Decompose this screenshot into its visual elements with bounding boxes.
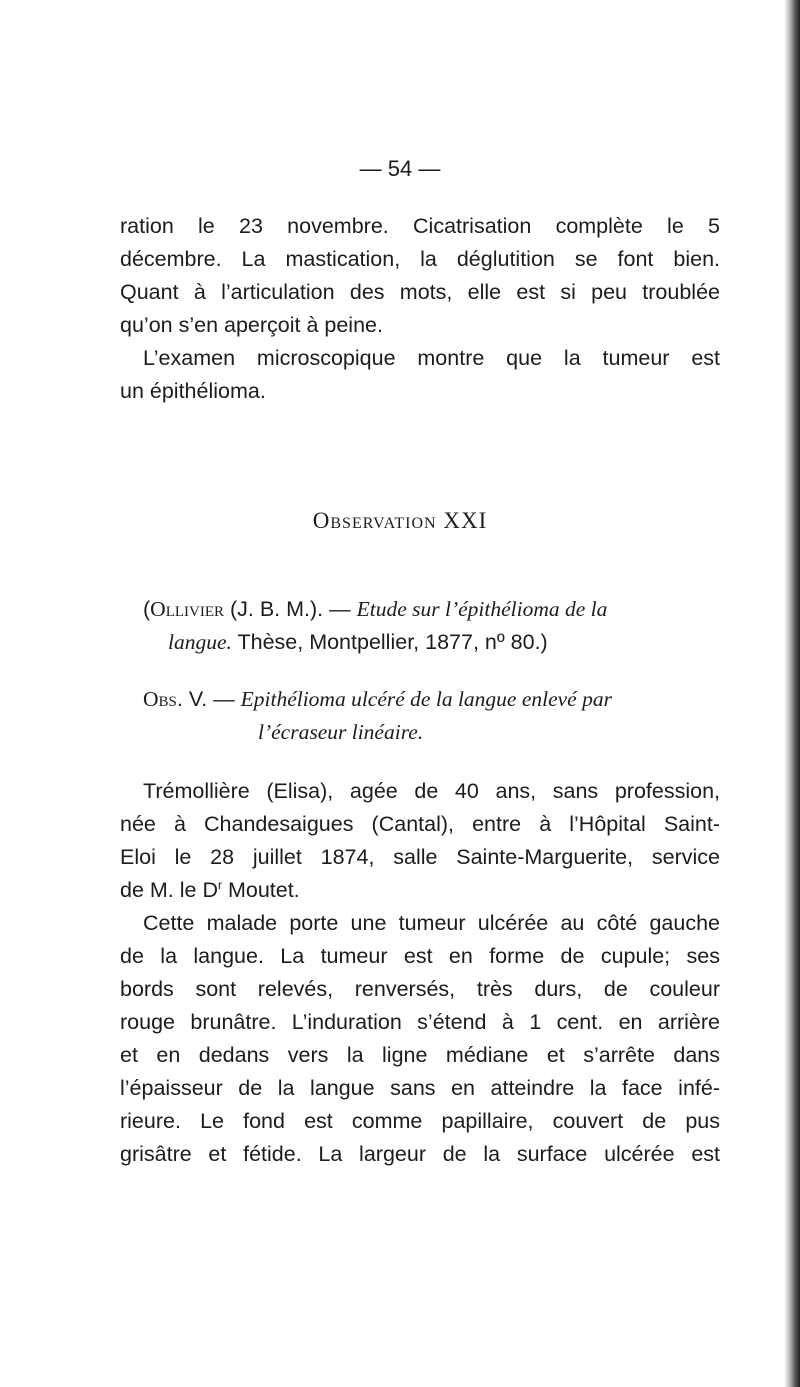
text-line: ration le 23 novembre. Cicatrisation complète le 5 [120,214,720,238]
obs-number: . V. — [176,687,241,711]
text-line: Quant à l’articulation des mots, elle est si peu troublée [120,280,720,304]
text-line: et en dedans vers la ligne médiane et s’arrête dans [120,1043,720,1067]
text-line: grisâtre et fétide. La largeur de la surface ulcérée est [120,1142,720,1166]
reference-title-end: langue. [168,630,232,654]
text-line: qu’on s’en aperçoit à peine. [120,313,383,337]
text-line: un épithélioma. [120,379,266,403]
text-line: bords sont relevés, renversés, très durs, de couleur [120,977,720,1001]
text-line: Eloi le 28 juillet 1874, salle Sainte-Marguerite, service [120,845,720,869]
text-segment: de M. le D [120,878,218,902]
text-line: de la langue. La tumeur est en forme de cupule; ses [120,944,720,968]
text-line: décembre. La mastication, la déglutition se font bien. [120,247,720,271]
obs-title-text: Epithélioma ulcéré de la langue enlevé par [240,687,612,711]
text-line: rouge brunâtre. L’induration s’étend à 1 cent. en arrière [120,1010,720,1034]
reference-initials: (J. B. M.). — [224,597,357,621]
text-line: l’épaisseur de la langue sans en atteindre la face infé- [120,1076,720,1100]
obs-title-line-1 [143,684,720,714]
reference-title: Etude sur l’épithélioma de la [356,597,608,621]
text-line: Cette malade porte une tumeur ulcérée au côté gauche [143,911,720,935]
observation-heading: Observation XXI [312,508,488,533]
superscript: r [217,877,222,892]
text-line: née à Chandesaigues (Cantal), entre à l’Hôpital Saint- [120,812,720,836]
reference-line-2 [168,627,720,657]
reference-line-1 [143,594,720,624]
obs-label: Obs [143,687,177,711]
obs-title-line-2: l’écraseur linéaire. [258,720,424,744]
reference-rest: Thèse, Montpellier, 1877, nº 80.) [231,630,548,654]
text-line: rieure. Le fond est comme papillaire, couvert de pus [120,1109,720,1133]
page-number: — 54 — [359,156,441,181]
text-line: Trémollière (Elisa), agée de 40 ans, sans profession, [143,779,720,803]
text-line: L’examen microscopique montre que la tumeur est [143,346,720,370]
text-segment: Moutet. [221,878,300,902]
reference-author: Ollivier [150,597,225,621]
reference-open-paren: ( [143,597,151,621]
text-line [120,875,720,905]
